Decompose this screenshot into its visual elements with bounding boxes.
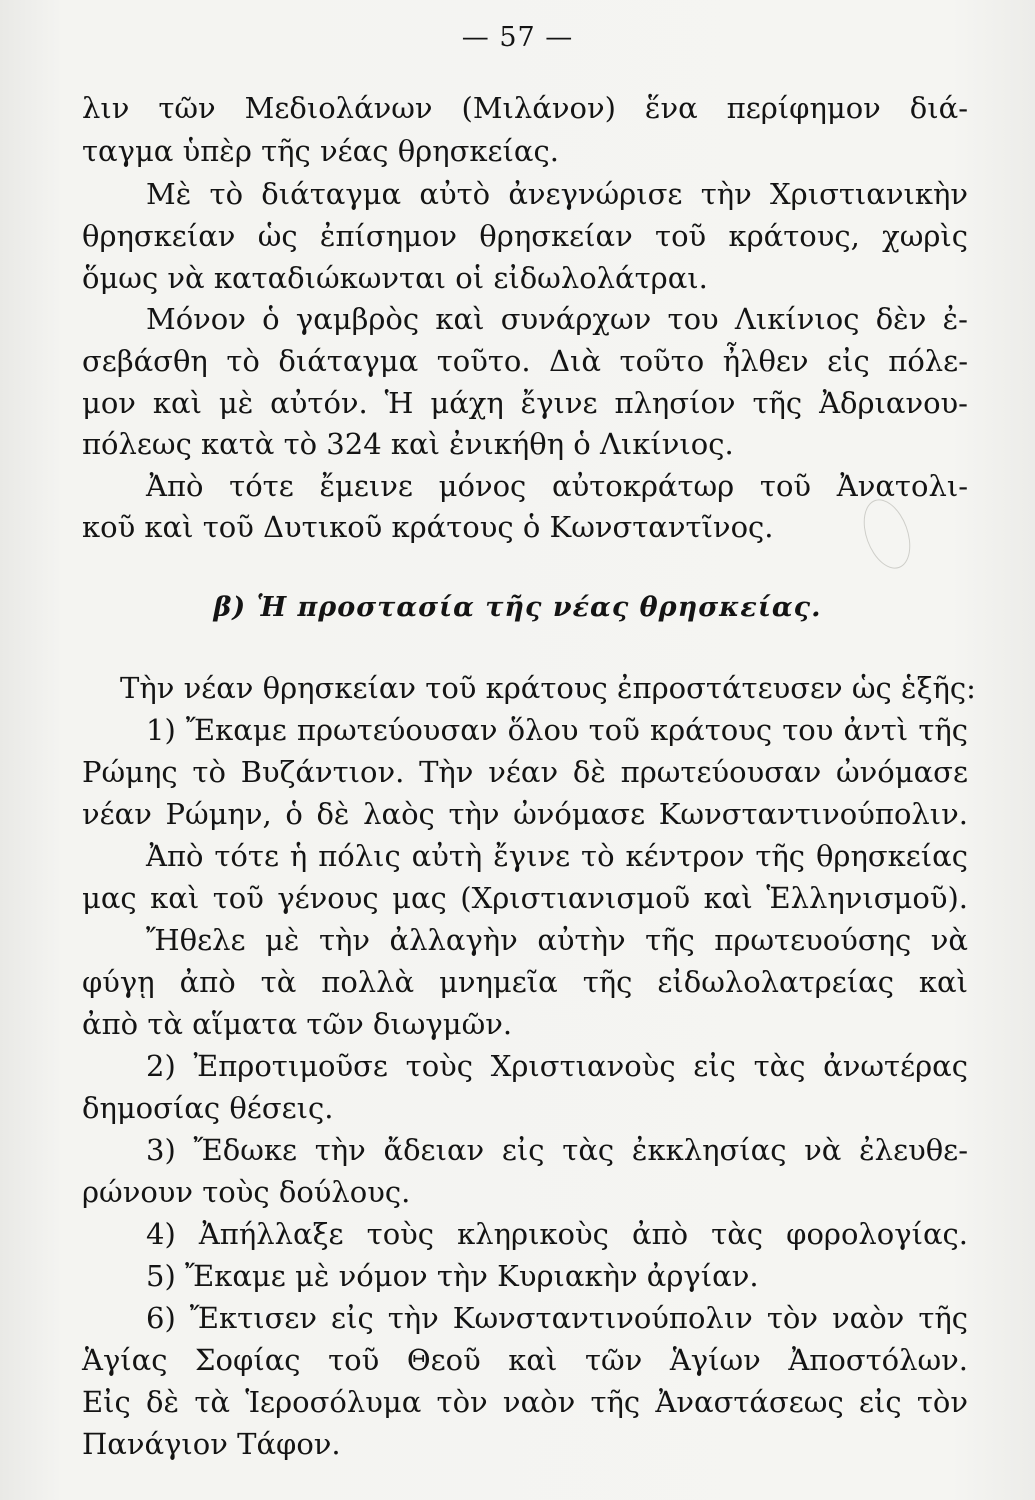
text-line: 1) Ἔκαμε πρωτεύουσαν ὅλου τοῦ κράτους του ἀντὶ τῆς — [146, 713, 968, 747]
text-line: μον καὶ μὲ αὐτόν. Ἡ μάχη ἔγινε πλησίον τῆς Ἀδριανου- — [82, 386, 968, 420]
text-line: Ἀπὸ τότε ἔμεινε μόνος αὐτοκράτωρ τοῦ Ἀνατολι- — [146, 469, 968, 503]
text-line: Τὴν νέαν θρησκείαν τοῦ κράτους ἐπροστάτευσεν ὡς ἑξῆς: — [120, 671, 976, 705]
text-line: νέαν Ρώμην, ὁ δὲ λαὸς τὴν ὠνόμασε Κωνσταντινούπολιν. — [82, 797, 968, 831]
text-line: ταγμα ὑπὲρ τῆς νέας θρησκείας. — [82, 134, 559, 168]
text-line: Μόνον ὁ γαμβρὸς καὶ συνάρχων του Λικίνιος δὲν ἐ- — [146, 302, 968, 336]
text-line: 2) Ἐπροτιμοῦσε τοὺς Χριστιανοὺς εἰς τὰς ἀνωτέρας — [146, 1049, 968, 1083]
text-line: φύγῃ ἀπὸ τὰ πολλὰ μνημεῖα τῆς εἰδωλολατρείας καὶ — [82, 965, 968, 999]
text-line: θρησκείαν ὡς ἐπίσημον θρησκείαν τοῦ κράτους, χωρὶς — [82, 219, 968, 253]
text-line: πόλεως κατὰ τὸ 324 καὶ ἐνικήθη ὁ Λικίνιος. — [82, 427, 734, 461]
text-line: Ρώμης τὸ Βυζάντιον. Τὴν νέαν δὲ πρωτεύουσαν ὠνόμασε — [82, 755, 968, 789]
text-line: ὅμως νὰ καταδιώκωνται οἱ εἰδωλολάτραι. — [82, 261, 708, 295]
text-line: σεβάσθη τὸ διάταγμα τοῦτο. Διὰ τοῦτο ἦλθεν εἰς πόλε- — [82, 344, 968, 378]
text-line: Μὲ τὸ διάταγμα αὐτὸ ἀνεγνώρισε τὴν Χριστιανικὴν — [146, 177, 968, 211]
text-line: 5) Ἔκαμε μὲ νόμον τὴν Κυριακὴν ἀργίαν. — [146, 1259, 759, 1293]
text-line: ἀπὸ τὰ αἵματα τῶν διωγμῶν. — [82, 1007, 513, 1041]
text-line: 3) Ἔδωκε τὴν ἄδειαν εἰς τὰς ἐκκλησίας νὰ ἐλευθε- — [146, 1133, 968, 1167]
text-line: Ἁγίας Σοφίας τοῦ Θεοῦ καὶ τῶν Ἁγίων Ἀποστόλων. — [82, 1343, 968, 1377]
page-number: — 57 — — [461, 22, 574, 53]
text-line: Πανάγιον Τάφον. — [82, 1427, 341, 1461]
text-line: λιν τῶν Μεδιολάνων (Μιλάνον) ἕνα περίφημον διά- — [82, 91, 968, 125]
text-line: κοῦ καὶ τοῦ Δυτικοῦ κράτους ὁ Κωνσταντῖνος. — [82, 510, 774, 544]
text-line: Ἤθελε μὲ τὴν ἀλλαγὴν αὐτὴν τῆς πρωτευούσης νὰ — [146, 923, 968, 957]
text-line: 4) Ἀπήλλαξε τοὺς κληρικοὺς ἀπὸ τὰς φορολογίας. — [146, 1217, 968, 1251]
text-line: μας καὶ τοῦ γένους μας (Χριστιανισμοῦ καὶ Ἑλληνισμοῦ). — [82, 881, 968, 915]
text-line: ρώνουν τοὺς δούλους. — [82, 1175, 411, 1209]
text-line: Ἀπὸ τότε ἡ πόλις αὐτὴ ἔγινε τὸ κέντρον τῆς θρησκείας — [146, 839, 968, 873]
text-line: Εἰς δὲ τὰ Ἱεροσόλυμα τὸν ναὸν τῆς Ἀναστάσεως εἰς τὸν — [82, 1385, 968, 1419]
text-line: δημοσίας θέσεις. — [82, 1091, 334, 1125]
text-line: 6) Ἔκτισεν εἰς τὴν Κωνσταντινούπολιν τὸν ναὸν τῆς — [146, 1301, 968, 1335]
section-heading: β) Ἡ προστασία τῆς νέας θρησκείας. — [213, 592, 822, 623]
